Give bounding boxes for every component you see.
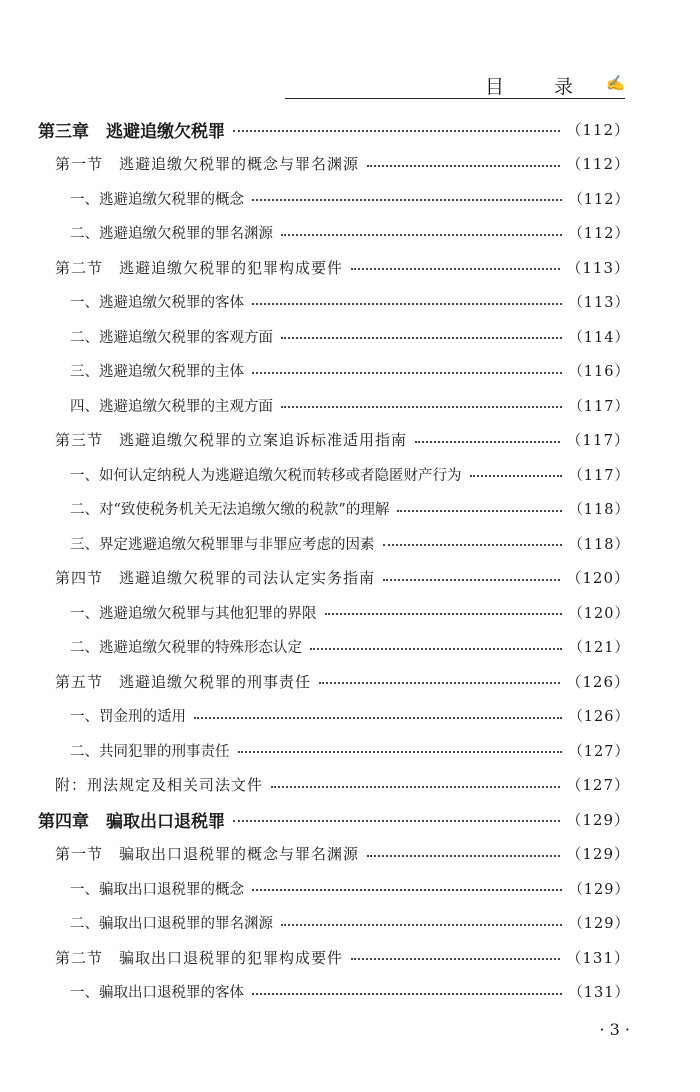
- dot-leader: [252, 993, 562, 995]
- toc-entry-section: [55, 150, 630, 178]
- dot-leader: [252, 889, 562, 891]
- toc-entry-item: [70, 219, 630, 247]
- dot-leader: [281, 234, 562, 236]
- dot-leader: [281, 924, 562, 926]
- toc-entry-page: （118）: [568, 536, 630, 553]
- toc-entry-label: 第三节 逃避追缴欠税罪的立案追诉标准适用指南: [55, 431, 408, 449]
- toc-entry-page: （112）: [566, 155, 630, 173]
- toc-entry-page: （112）: [568, 191, 630, 208]
- dot-leader: [238, 751, 563, 753]
- dot-leader: [194, 717, 562, 719]
- dot-leader: [281, 337, 562, 339]
- dot-leader: [367, 855, 560, 857]
- toc-entry-chapter: [38, 115, 630, 143]
- toc-entry-label: 二、对“致使税务机关无法追缴欠缴的税款”的理解: [70, 502, 390, 518]
- toc-entry-section: [55, 943, 630, 971]
- toc-entry-label: 二、逃避追缴欠税罪的特殊形态认定: [70, 640, 302, 656]
- toc-entry-label: 第四节 逃避追缴欠税罪的司法认定实务指南: [55, 569, 376, 587]
- toc-entry-page: （131）: [568, 985, 630, 1001]
- dot-leader: [252, 303, 562, 305]
- dot-leader: [281, 406, 562, 408]
- toc-entry-item: [70, 633, 630, 661]
- toc-entry-item: [70, 598, 630, 626]
- toc-entry-page: （127）: [566, 776, 630, 794]
- dot-leader: [252, 199, 562, 201]
- toc-entry-page: （129）: [568, 916, 630, 932]
- toc-entry-page: （126）: [568, 709, 630, 725]
- toc-entry-label: 一、骗取出口退税罪的概念: [70, 881, 244, 898]
- toc-entry-label: 第四章 骗取出口退税罪: [38, 811, 225, 832]
- toc-entry-page: （118）: [568, 502, 630, 518]
- toc-entry-section: [55, 564, 630, 592]
- toc-entry-page: （121）: [568, 640, 630, 656]
- toc-entry-item: [70, 184, 630, 212]
- dot-leader: [415, 441, 560, 443]
- toc-entry-item: [70, 288, 630, 316]
- toc-entry-page: （113）: [566, 258, 630, 277]
- running-header: [285, 68, 625, 99]
- toc-entry-page: （120）: [566, 569, 630, 587]
- toc-entry-label: 附：刑法规定及相关司法文件: [55, 776, 264, 794]
- toc-entry-page: （117）: [568, 398, 630, 415]
- toc-entry-label: 四、逃避追缴欠税罪的主观方面: [70, 398, 273, 415]
- toc-entry-section: [55, 840, 630, 868]
- toc-entry-label: 第二节 逃避追缴欠税罪的犯罪构成要件: [55, 258, 344, 277]
- toc-entry-page: （116）: [568, 364, 630, 380]
- toc-entry-label: 一、逃避追缴欠税罪与其他犯罪的界限: [70, 605, 317, 622]
- toc-entry-page: （126）: [566, 672, 630, 691]
- dot-leader: [383, 579, 560, 581]
- dot-leader: [252, 372, 562, 374]
- toc-entry-item: [70, 529, 630, 557]
- toc-entry-label: 二、共同犯罪的刑事责任: [70, 743, 230, 760]
- dot-leader: [351, 958, 560, 960]
- dot-leader: [367, 165, 560, 167]
- toc-entry-item: [70, 495, 630, 523]
- toc-entry-label: 第五节 逃避追缴欠税罪的刑事责任: [55, 672, 312, 691]
- dot-leader: [397, 510, 562, 512]
- toc-entry-item: [70, 702, 630, 730]
- toc-entry-page: （114）: [568, 329, 630, 346]
- dot-leader: [351, 268, 560, 270]
- toc-entry-item: [70, 874, 630, 902]
- ornament-icon: ✍: [606, 74, 625, 92]
- toc-entry-page: （112）: [566, 120, 630, 139]
- dot-leader: [233, 130, 560, 132]
- toc-entry-label: 三、界定逃避追缴欠税罪罪与非罪应考虑的因素: [70, 536, 375, 553]
- toc-entry-section: [55, 771, 630, 799]
- dot-leader: [325, 613, 563, 615]
- header-title: 目 录: [484, 76, 595, 98]
- toc-entry-page: （129）: [568, 881, 630, 898]
- toc-entry-page: （117）: [566, 431, 630, 449]
- toc-entry-item: [70, 460, 630, 488]
- toc-entry-label: 第二节 骗取出口退税罪的犯罪构成要件: [55, 948, 344, 967]
- toc-entry-label: 二、骗取出口退税罪的罪名渊源: [70, 916, 273, 932]
- toc-entry-label: 三、逃避追缴欠税罪的主体: [70, 364, 244, 380]
- toc-entry-page: （129）: [566, 810, 630, 829]
- dot-leader: [470, 475, 563, 477]
- toc-entry-page: （117）: [568, 467, 630, 484]
- toc-entry-section: [55, 253, 630, 281]
- toc-entry-page: （113）: [568, 295, 630, 311]
- toc-entry-label: 二、逃避追缴欠税罪的客观方面: [70, 329, 273, 346]
- toc-entry-item: [70, 909, 630, 937]
- toc-entry-chapter: [38, 805, 630, 833]
- toc-entry-item: [70, 978, 630, 1006]
- dot-leader: [319, 682, 560, 684]
- toc-entry-label: 一、逃避追缴欠税罪的概念: [70, 191, 244, 208]
- toc-entry-item: [70, 357, 630, 385]
- toc-entry-label: 一、逃避追缴欠税罪的客体: [70, 295, 244, 311]
- toc-entry-page: （129）: [566, 845, 630, 863]
- toc-entry-item: [70, 736, 630, 764]
- toc-entry-label: 一、骗取出口退税罪的客体: [70, 985, 244, 1001]
- toc-entry-label: 一、罚金刑的适用: [70, 709, 186, 725]
- toc-entry-label: 第三章 逃避追缴欠税罪: [38, 121, 225, 142]
- toc-entry-section: [55, 426, 630, 454]
- toc-entry-item: [70, 322, 630, 350]
- toc-entry-page: （120）: [568, 605, 630, 622]
- toc-entry-label: 第一节 逃避追缴欠税罪的概念与罪名渊源: [55, 155, 360, 173]
- dot-leader: [310, 648, 562, 650]
- toc-entry-label: 二、逃避追缴欠税罪的罪名渊源: [70, 226, 273, 242]
- toc-entry-item: [70, 391, 630, 419]
- toc-entry-page: （131）: [566, 948, 630, 967]
- dot-leader: [383, 544, 563, 546]
- toc-entry-page: （112）: [568, 226, 630, 242]
- dot-leader: [233, 820, 560, 822]
- toc-entry-page: （127）: [568, 743, 630, 760]
- toc-entry-label: 第一节 骗取出口退税罪的概念与罪名渊源: [55, 845, 360, 863]
- toc-entry-label: 一、如何认定纳税人为逃避追缴欠税而转移或者隐匿财产行为: [70, 467, 462, 484]
- page-number: · 3 ·: [599, 1020, 630, 1039]
- dot-leader: [271, 786, 560, 788]
- toc-entry-section: [55, 667, 630, 695]
